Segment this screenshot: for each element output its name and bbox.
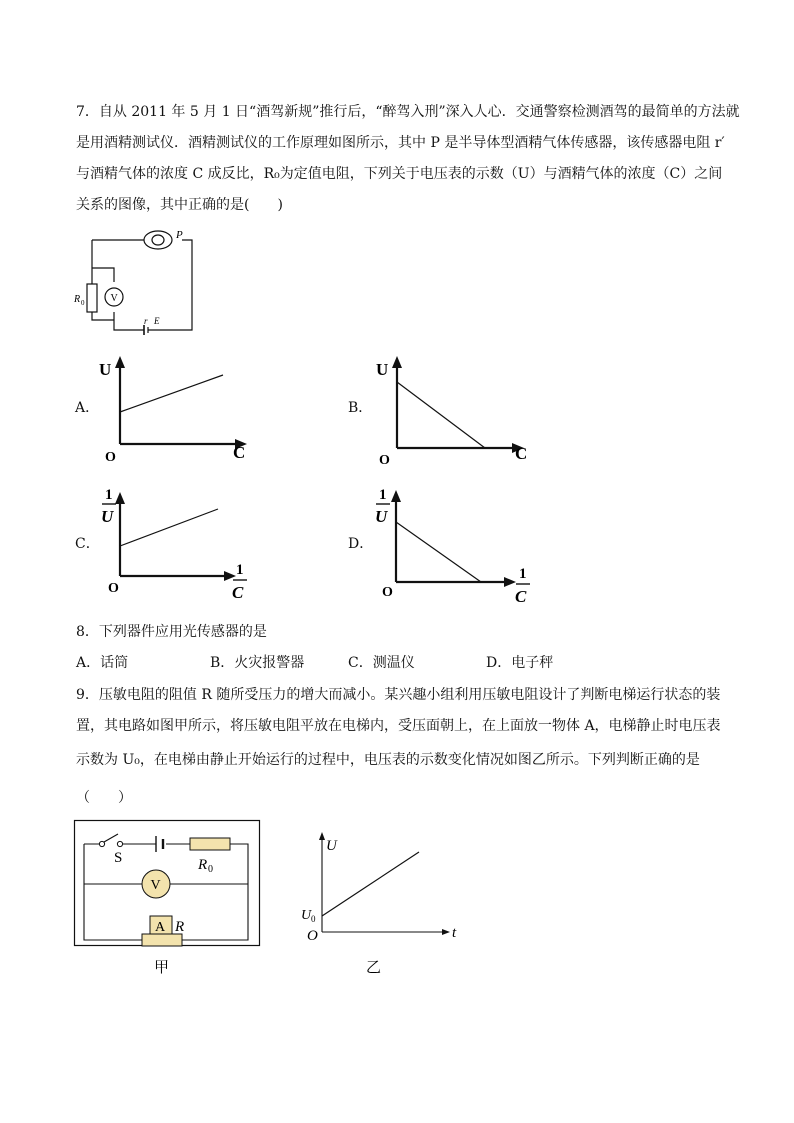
label-r0-sub: 0 [208,864,213,875]
fig-yi-u0-sub: 0 [311,914,316,924]
label-s: S [114,850,123,866]
option-b-letter: B． [348,400,373,416]
label-a: A [155,920,166,935]
sensor-p-symbol [144,231,172,249]
q7-line-3: 与酒精气体的浓度 C 成反比，R₀为定值电阻，下列关于电压表的示数（U）与酒精气体的浓度（C）之间 [76,166,723,182]
y-arrow-icon [319,832,325,840]
y-arrow-icon [115,492,125,504]
q8-stem: 8．下列器件应用光传感器的是 [76,624,267,640]
label-e: E [154,316,160,326]
option-c-line [120,509,218,546]
fig-yi-caption: 乙 [366,960,382,976]
label-r0: R [74,294,81,305]
q7-line-2: 是用酒精测试仪．酒精测试仪的工作原理如图所示，其中 P 是半导体型酒精气体传感器，该传感器电阻 r′ [76,135,725,151]
q9-line-2: 置，其电路如图甲所示，将压敏电阻平放在电梯内，受压面朝上，在上面放一物体 A，电梯静止时电压表 [76,718,721,734]
option-a-x-label: C [233,443,246,462]
option-d-x-num: 1 [519,566,527,582]
fig-yi-u0-label: U [301,908,312,923]
fig-jia-circuit [74,820,260,980]
label-r: r [144,316,148,326]
option-b-origin: O [379,453,390,468]
option-c-x-num: 1 [236,562,244,578]
option-b-graph [372,352,532,468]
option-d-origin: O [382,585,393,600]
switch-s-blade [104,834,118,842]
option-c-letter: C． [75,536,100,552]
pressure-resistor-r [142,934,182,946]
option-a-letter: A． [75,400,100,416]
option-d-y-num: 1 [379,487,387,503]
label-r0: R [198,857,208,873]
option-c-graph [98,484,258,604]
x-arrow-icon [504,577,516,587]
option-a-y-label: U [99,360,112,379]
fig-yi-line [322,852,419,916]
q8-choice-b: B．火灾报警器 [210,655,305,671]
option-b-x-label: C [515,444,528,463]
option-d-line [396,522,481,582]
x-arrow-icon [442,929,450,935]
y-arrow-icon [115,356,125,368]
q7-line-4: 关系的图像，其中正确的是( ) [76,197,283,213]
option-d-x-den: C [515,587,527,606]
q7-line-1: 7．自从 2011 年 5 月 1 日“酒驾新规”推行后，“醉驾入刑”深入人心．交通警察检测酒驾的最简单的方法就 [76,104,740,120]
option-b-y-label: U [376,360,389,379]
option-b-line [397,382,485,448]
label-v: V [150,878,161,893]
resistor-r0-symbol [190,838,230,850]
option-d-letter: D． [348,536,374,552]
option-a-origin: O [105,450,116,465]
q9-line-3: 示数为 U₀，在电梯由静止开始运行的过程中，电压表的示数变化情况如图乙所示。下列判断正确的是 [76,752,700,768]
q8-choice-a: A．话筒 [76,655,129,671]
label-v: V [110,293,118,304]
q9-line-4: （ ） [76,790,132,806]
option-c-y-den: U [101,507,114,526]
option-c-origin: O [108,581,119,596]
q8-choice-d: D．电子秤 [486,655,554,671]
option-c-y-num: 1 [105,487,113,503]
q9-line-1: 9．压敏电阻的阻值 R 随所受压力的增大而减小。某兴趣小组利用压敏电阻设计了判断电梯运行状态的装 [76,687,721,703]
label-r0-sub: 0 [81,299,85,307]
fig-yi-t-label: t [452,925,457,941]
fig-yi-graph [298,830,468,980]
option-c-x-den: C [232,583,244,602]
label-p: P [176,229,183,241]
fig-yi-u-label: U [326,838,337,854]
q8-choice-c: C．测温仪 [348,655,415,671]
option-d-graph [374,484,539,604]
resistor-r0-symbol [87,284,97,312]
option-a-line [120,375,223,412]
q7-circuit-diagram [70,228,200,336]
fig-jia-caption: 甲 [154,960,170,976]
option-d-y-den: U [375,507,388,526]
fig-yi-origin: O [307,928,318,944]
y-arrow-icon [391,490,401,502]
label-r: R [175,919,185,935]
y-arrow-icon [392,356,402,368]
option-a-graph [95,352,255,464]
